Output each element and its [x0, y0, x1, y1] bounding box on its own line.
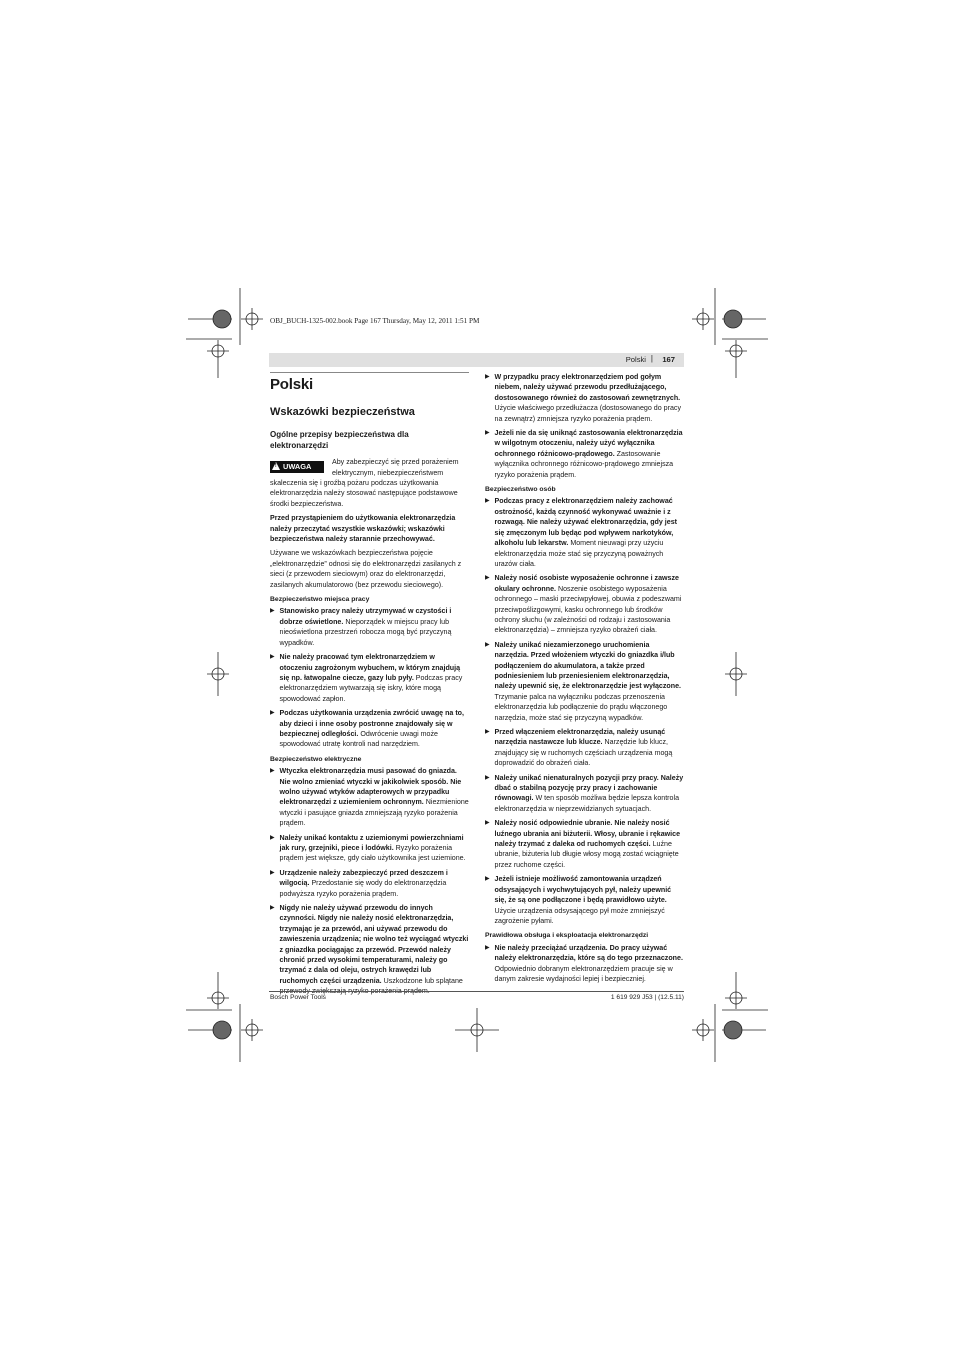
page-number: 167 [662, 355, 675, 364]
list-item: ▶ W przypadku pracy elektronarzędziem pod gołym niebem, należy używać przewodu przedłużającego, dostosowanego również do zastosowań zewnętrznych. Użycie właściwego przedłużacza (dostosowanego do pracy na zewnątrz) zmniejsza ryzyko porażenia prądem. [485, 373, 682, 423]
bullet-triangle-icon: ▶ [485, 944, 490, 951]
electrical-list-continued [485, 372, 684, 480]
electrical-list [270, 766, 469, 997]
bullet-triangle-icon: ▶ [485, 575, 490, 582]
warning-text: Aby zabezpieczyć się przed porażeniem elektrycznym, niebezpieczeństwem skaleczenia się i groźbą pożaru podczas użytkowania elektronarzędzia należy stosować następujące podstawowe środki bezpieczeństwa. [270, 458, 459, 508]
intro-text: Używane we wskazówkach bezpieczeństwa pojęcie „elektronarzędzie” odnosi się do elektronarzędzi zasilanych z sieci (z przewodem sieciowym) oraz do elektronarzędzi, zasilanych akumulatorowo (bez przewodu sieciowego). [270, 549, 462, 589]
warning-label: UWAGA [283, 462, 312, 472]
list-item: ▶ Należy unikać kontaktu z uziemionymi powierzchniami jak rury, grzejniki, piece i lodówki. Ryzyko porażenia prądem jest większe, gdy ciało użytkownika jest uziemione. [270, 833, 466, 863]
bullet-triangle-icon: ▶ [270, 608, 275, 615]
list-item: ▶ Nigdy nie należy używać przewodu do innych czynności. Nigdy nie należy nosić elektronarzędzia, trzymając je za przewód, ani używać przewodu do zawieszenia urządzenia; nie wolno też wyciągać wtyczki z gniazdka pociągając za przewód. Przewód należy chronić przed wysokimi temperaturami, należy go trzymać z dala od oleju, ostrych krawędzi lub ruchomych części urządzenia. Uszkodzone lub splątane [270, 904, 469, 985]
list-item: ▶ Podczas pracy z elektronarzędziem należy zachować ostrożność, każdą czynność wykonywać uważnie i z rozwagą. Nie należy używać elektronarzędzia, gdy jest się zmęczonym lub będąc pod wpływem narkotyków, alkoholu lub lekarstw. Moment nieuwagi przy użyciu elektronarzędzia może stać się przyczyną poważnych urazów ciała. [485, 497, 678, 568]
right-column [485, 372, 684, 988]
list-item: ▶ Nie należy przeciążać urządzenia. Do pracy używać należy elektronarzędzia, które są do tego przeznaczone. Odpowiednio dobranym elektronarzędziem pracuje się w danym zakresie wydajności lepiej i bezpieczniej. [485, 943, 683, 983]
footer-docnumber: 1 619 929 J53 | (12.5.11) [610, 994, 684, 1001]
list-item: ▶ Przed włączeniem elektronarzędzia, należy usunąć narzędzia nastawcze lub klucze. Narzędzie lub klucz, znajdujący się w ruchomych częściach urządzenia mogą doprowadzić do obrażeń ciała. [485, 728, 673, 768]
handling-heading: Prawidłowa obsługa i eksploatacja elektronarzędzi [485, 932, 649, 940]
section-title: Wskazówki bezpieczeństwa [270, 406, 415, 418]
bullet-triangle-icon: ▶ [485, 774, 490, 781]
list-item: ▶ Jeżeli istnieje możliwość zamontowania urządzeń odsysających i wychwytujących pył, należy upewnić się, że są one podłączone i będą prawidłowo użyte. Użycie urządzenia odsysającego pył może zmniejszyć zagrożenie pyłami. [485, 875, 672, 925]
bullet-triangle-icon: ▶ [485, 374, 490, 380]
bullet-triangle-icon: ▶ [270, 768, 275, 775]
list-item: ▶ Należy nosić odpowiednie ubranie. Nie należy nosić luźnego ubrania ani biżuterii. Włosy, ubranie i rękawice należy trzymać z daleka od ruchomych części. Luźne ubranie, biżuteria lub długie włosy mogą zostać wciągnięte przez ruchome części. [485, 819, 681, 869]
left-column [270, 372, 469, 1001]
list-item: ▶ Należy nosić osobiste wyposażenie ochronne i zawsze okulary ochronne. Noszenie osobistego wyposażenia ochronnego – maski przeciwpyłowej, obuwia z podeszwami przeciwpoślizgowymi, kasku ochronnego lub środków ochrony słuchu (w zależności od rodzaju i zastosowania elektronarzędzia) – zmniejsza ryzyko obrażeń ciała. [485, 574, 682, 635]
bullet-triangle-icon: ▶ [270, 834, 275, 841]
subsection-title: Ogólne przepisy bezpieczeństwa dla elektronarzędzi [270, 430, 409, 450]
bullet-triangle-icon: ▶ [485, 498, 490, 505]
warning-icon [272, 462, 280, 470]
bullet-triangle-icon: ▶ [485, 430, 490, 437]
bullet-triangle-icon: ▶ [270, 905, 275, 912]
title-rule [270, 372, 469, 373]
bullet-triangle-icon: ▶ [485, 641, 490, 648]
bullet-triangle-icon: ▶ [270, 869, 275, 876]
bullet-triangle-icon: ▶ [485, 876, 490, 883]
list-item: ▶ Należy unikać nienaturalnych pozycji przy pracy. Należy dbać o stabilną pozycję przy pracy i zachowanie równowagi. W ten sposób możliwa będzie lepsza kontrola elektronarzędzia w nieprzewidzianych sytuacjach. [485, 773, 684, 813]
page-header [269, 353, 684, 367]
handling-list [485, 943, 684, 985]
warning-block [270, 457, 469, 509]
header-language: Polski [625, 355, 646, 364]
list-item: ▶ Jeżeli nie da się uniknąć zastosowania elektronarzędzia w wilgotnym otoczeniu, należy użyć wyłącznika ochronnego różnicowo-prądowego. Zastosowanie wyłącznika ochronnego różnicowo-prądowego zmniejsza ryzyko porażenia prądem. [485, 429, 683, 479]
list-item: ▶ Podczas użytkowania urządzenia zwrócić uwagę na to, aby dzieci i inne osoby postronne znajdowały się w bezpiecznej odległości. Odwrócenie uwagi może spowodować utratę kontroli nad narzędziem. [270, 709, 464, 749]
electrical-heading: Bezpieczeństwo elektryczne [270, 755, 362, 763]
bullet-triangle-icon: ▶ [485, 820, 490, 827]
intro-bold: Przed przystąpieniem do użytkowania elektronarzędzia należy przeczytać wszystkie wskazówki; wskazówki bezpieczeństwa należy starannie przechowywać. [270, 514, 456, 544]
workplace-heading: Bezpieczeństwo miejsca pracy [270, 596, 370, 604]
footer-rule [269, 991, 684, 992]
list-item: ▶ Wtyczka elektronarzędzia musi pasować do gniazda. Nie wolno zmieniać wtyczki w jakikolwiek sposób. Nie wolno używać wtyków adapterowych w przypadku elektronarzędzi z uziemieniem ochronnym. Niezmienione wtyczki i pasujące gniazda zmniejszają ryzyko porażenia prądem. [270, 767, 469, 828]
warning-badge [270, 461, 324, 473]
personal-heading: Bezpieczeństwo osób [485, 486, 556, 494]
personal-list [485, 496, 684, 926]
list-item: ▶ Należy unikać niezamierzonego uruchomienia narzędzia. Przed włożeniem wtyczki do gniazdka i/lub podłączeniem do akumulatora, a także przed podniesieniem lub przeniesieniem elektronarzędzia, należy upewnić się, że elektronarzędzie jest wyłączone. Trzymanie palca na wyłączniku podczas przenoszenia elektronarzędzia lub podłączenie do prądu włączonego narzędzia, może stać się przyczyną wypadków. [485, 640, 681, 722]
bullet-triangle-icon: ▶ [485, 729, 490, 735]
list-item: ▶ Nie należy pracować tym elektronarzędziem w otoczeniu zagrożonym wybuchem, w którym znajdują się np. łatwopalne ciecze, gazy lub pyły. Podczas pracy elektronarzędziem wytwarzają się iskry, które mogą spowodować zapłon. [270, 653, 463, 703]
footer-brand: Bosch Power Tools [270, 994, 326, 1001]
workplace-list [270, 606, 469, 749]
print-info: OBJ_BUCH-1325-002.book Page 167 Thursday, May 12, 2011 1:51 PM [270, 317, 480, 325]
header-separator: | [650, 354, 653, 363]
bullet-triangle-icon: ▶ [270, 710, 275, 717]
list-item: ▶ Urządzenie należy zabezpieczyć przed deszczem i wilgocią. Przedostanie się wody do elektronarzędzia podwyższa ryzyko porażenia prądem. [270, 868, 448, 898]
list-item: ▶ Stanowisko pracy należy utrzymywać w czystości i dobrze oświetlone. Nieporządek w miejscu pracy lub nieoświetlona przestrzeń robocza mogą być przyczyną wypadków. [270, 607, 452, 647]
bullet-triangle-icon: ▶ [270, 654, 275, 661]
page-title: Polski [270, 376, 313, 393]
